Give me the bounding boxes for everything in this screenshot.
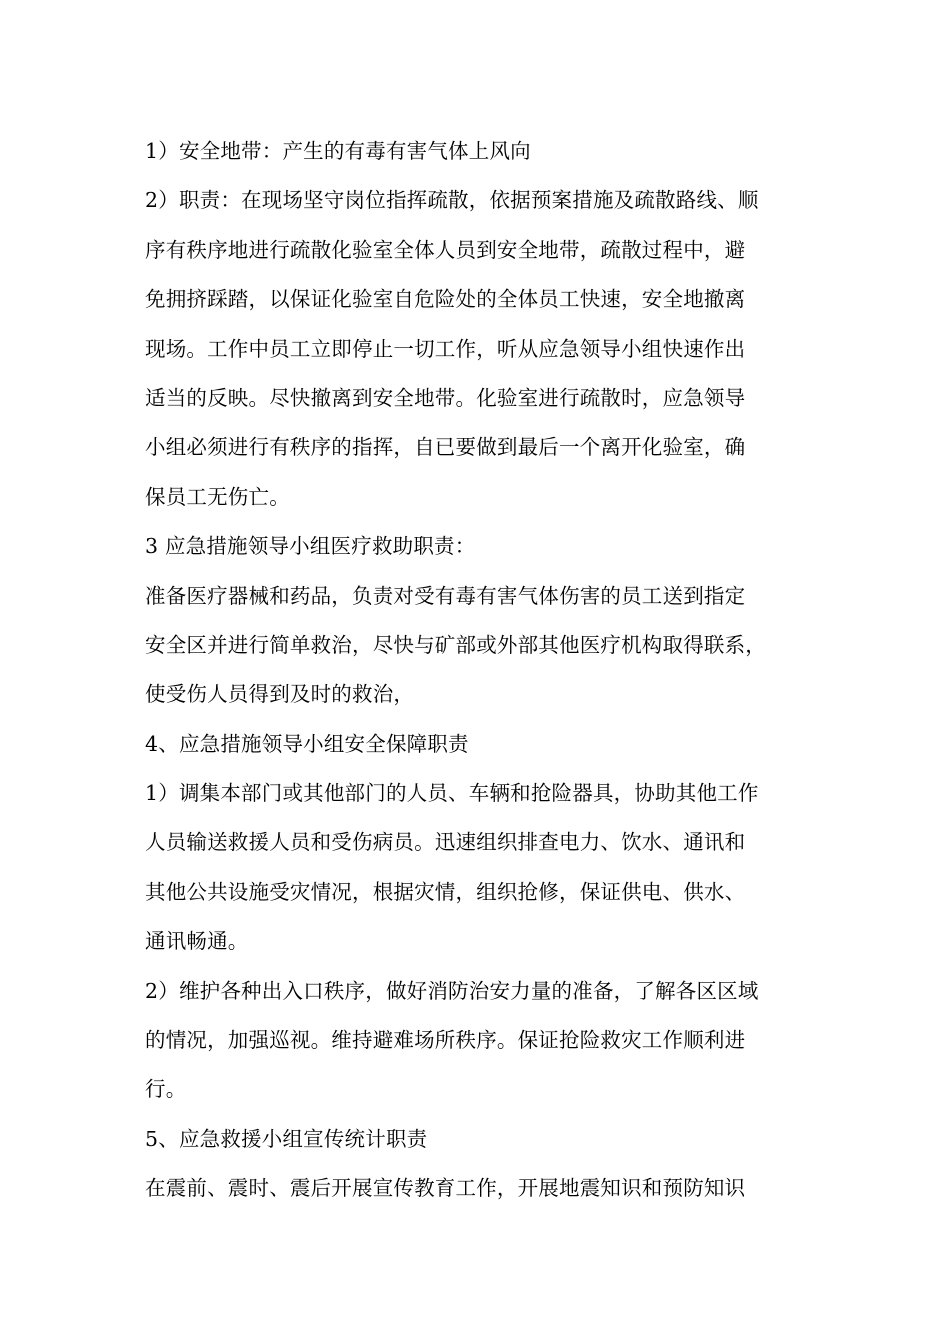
text-line: 使受伤人员得到及时的救治，	[145, 682, 415, 707]
section-heading: 5、应急救援小组宣传统计职责	[145, 1126, 428, 1151]
text-line: 现场。工作中员工立即停止一切工作，听从应急领导小组快速作出	[145, 336, 746, 361]
text-line: 人员输送救援人员和受伤病员。迅速组织排查电力、饮水、通讯和	[145, 830, 746, 855]
text-line: 适当的反映。尽快撤离到安全地带。化验室进行疏散时，应急领导	[145, 385, 746, 410]
text-line: 1）安全地带：产生的有毒有害气体上风向	[145, 139, 531, 163]
text-line: 保员工无伤亡。	[145, 484, 290, 509]
text-line: 行。	[145, 1077, 187, 1102]
text-line: 通讯畅通。	[145, 929, 249, 954]
section-heading: 4、应急措施领导小组安全保障职责	[145, 731, 469, 756]
text-line: 的情况，加强巡视。维持避难场所秩序。保证抢险救灾工作顺利进	[145, 1028, 746, 1053]
text-line: 其他公共设施受灾情况，根据灾情，组织抢修，保证供电、供水、	[145, 879, 746, 904]
text-line: 1）调集本部门或其他部门的人员、车辆和抢险器具，协助其他工作	[145, 781, 759, 806]
section-heading: 3 应急措施领导小组医疗救助职责：	[145, 534, 476, 559]
text-line: 免拥挤踩踏，以保证化验室自危险处的全体员工快速，安全地撤离	[145, 287, 746, 312]
text-line: 安全区并进行简单救治，尽快与矿部或外部其他医疗机构取得联系，	[145, 632, 766, 657]
text-line: 小组必须进行有秩序的指挥，自已要做到最后一个离开化验室，确	[145, 435, 746, 460]
text-line: 在震前、震时、震后开展宣传教育工作，开展地震知识和预防知识	[145, 1176, 746, 1201]
text-line: 准备医疗器械和药品，负责对受有毒有害气体伤害的员工送到指定	[145, 583, 746, 608]
text-line: 2）维护各种出入口秩序，做好消防治安力量的准备，了解各区区域	[145, 978, 759, 1003]
text-line: 2）职责：在现场坚守岗位指挥疏散，依据预案措施及疏散路线、顺	[145, 188, 759, 213]
document-body	[145, 127, 835, 1214]
text-line: 序有秩序地进行疏散化验室全体人员到安全地带，疏散过程中，避	[145, 237, 746, 262]
